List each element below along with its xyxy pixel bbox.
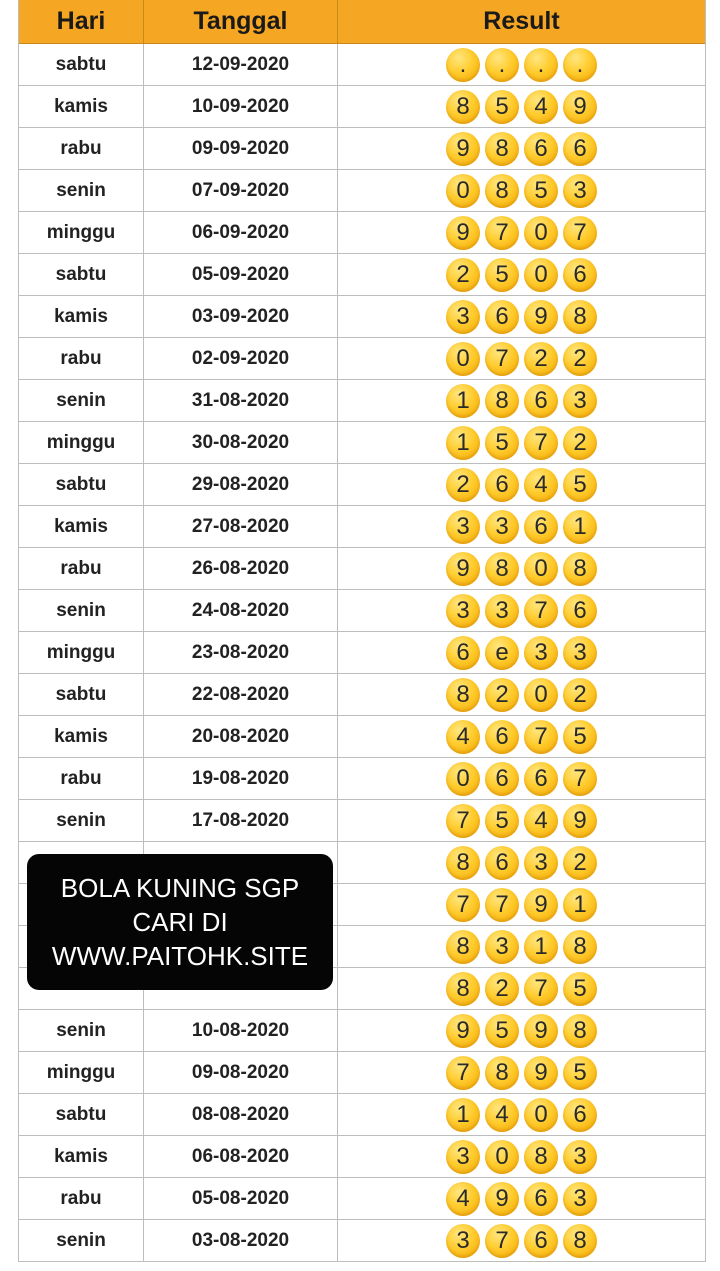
cell-hari: rabu — [19, 548, 144, 589]
result-ball: 7 — [524, 972, 558, 1006]
result-ball: 8 — [485, 132, 519, 166]
result-ball: 6 — [563, 1098, 597, 1132]
cell-tanggal: 23-08-2020 — [144, 632, 338, 673]
result-ball: 8 — [446, 846, 480, 880]
result-ball: 7 — [563, 216, 597, 250]
cell-tanggal: 05-08-2020 — [144, 1178, 338, 1219]
table-row — [19, 1052, 705, 1094]
cell-result — [338, 128, 705, 169]
table-row — [19, 632, 705, 674]
result-ball: 7 — [485, 888, 519, 922]
cell-result — [338, 716, 705, 757]
cell-tanggal: 12-09-2020 — [144, 44, 338, 85]
result-ball: 0 — [446, 762, 480, 796]
cell-tanggal: 05-09-2020 — [144, 254, 338, 295]
result-ball: 0 — [524, 1098, 558, 1132]
table-row — [19, 1094, 705, 1136]
cell-hari: kamis — [19, 716, 144, 757]
cell-result — [338, 674, 705, 715]
cell-result — [338, 86, 705, 127]
cell-result — [338, 1178, 705, 1219]
cell-tanggal: 17-08-2020 — [144, 800, 338, 841]
cell-result — [338, 296, 705, 337]
cell-result — [338, 506, 705, 547]
result-ball: 6 — [446, 636, 480, 670]
result-ball: 9 — [524, 300, 558, 334]
result-ball: . — [485, 48, 519, 82]
result-ball: 2 — [563, 426, 597, 460]
result-ball: 1 — [563, 888, 597, 922]
result-ball: 4 — [524, 90, 558, 124]
cell-tanggal: 03-08-2020 — [144, 1220, 338, 1261]
cell-result — [338, 800, 705, 841]
cell-hari: sabtu — [19, 464, 144, 505]
cell-tanggal: 06-08-2020 — [144, 1136, 338, 1177]
result-ball: 7 — [485, 1224, 519, 1258]
cell-hari: minggu — [19, 212, 144, 253]
result-ball: 6 — [524, 1182, 558, 1216]
cell-result — [338, 1094, 705, 1135]
result-ball: 5 — [524, 174, 558, 208]
cell-tanggal: 19-08-2020 — [144, 758, 338, 799]
cell-tanggal: 08-08-2020 — [144, 1094, 338, 1135]
result-ball: 3 — [485, 510, 519, 544]
result-ball: 3 — [446, 1140, 480, 1174]
cell-hari: rabu — [19, 128, 144, 169]
cell-tanggal: 30-08-2020 — [144, 422, 338, 463]
result-ball: 5 — [485, 426, 519, 460]
result-ball: 4 — [446, 720, 480, 754]
result-ball: 1 — [563, 510, 597, 544]
table-row — [19, 716, 705, 758]
result-ball: 0 — [485, 1140, 519, 1174]
cell-tanggal: 20-08-2020 — [144, 716, 338, 757]
result-ball: 3 — [524, 636, 558, 670]
table-row — [19, 296, 705, 338]
result-ball: 3 — [524, 846, 558, 880]
result-ball: 3 — [446, 1224, 480, 1258]
cell-hari: kamis — [19, 506, 144, 547]
cell-tanggal: 09-09-2020 — [144, 128, 338, 169]
result-ball: 0 — [446, 342, 480, 376]
table-row — [19, 1220, 705, 1262]
table-row — [19, 800, 705, 842]
cell-hari: rabu — [19, 758, 144, 799]
result-ball: 7 — [524, 426, 558, 460]
result-ball: 4 — [485, 1098, 519, 1132]
cell-hari: sabtu — [19, 674, 144, 715]
result-ball: 8 — [563, 1224, 597, 1258]
cell-hari: kamis — [19, 296, 144, 337]
result-ball: 2 — [563, 846, 597, 880]
cell-result — [338, 338, 705, 379]
cell-hari: sabtu — [19, 254, 144, 295]
result-ball: 6 — [485, 468, 519, 502]
cell-tanggal: 06-09-2020 — [144, 212, 338, 253]
result-ball: 2 — [485, 972, 519, 1006]
result-ball: 3 — [446, 300, 480, 334]
cell-result — [338, 968, 705, 1009]
table-row — [19, 464, 705, 506]
result-ball: 7 — [446, 804, 480, 838]
cell-hari: sabtu — [19, 1094, 144, 1135]
result-ball: 8 — [563, 930, 597, 964]
result-ball: 6 — [563, 594, 597, 628]
result-ball: 7 — [524, 594, 558, 628]
result-ball: 6 — [524, 384, 558, 418]
cell-hari: senin — [19, 1220, 144, 1261]
result-ball: 6 — [485, 846, 519, 880]
result-ball: 9 — [524, 1056, 558, 1090]
cell-result — [338, 44, 705, 85]
cell-result — [338, 842, 705, 883]
result-ball: 8 — [446, 972, 480, 1006]
result-ball: 1 — [446, 384, 480, 418]
table-body — [19, 44, 705, 1262]
table-row — [19, 212, 705, 254]
result-ball: 8 — [563, 1014, 597, 1048]
result-ball: 0 — [524, 258, 558, 292]
cell-result — [338, 632, 705, 673]
result-ball: 9 — [524, 888, 558, 922]
table-row — [19, 86, 705, 128]
header-tanggal: Tanggal — [144, 0, 338, 43]
result-ball: 5 — [485, 1014, 519, 1048]
cell-hari: kamis — [19, 86, 144, 127]
result-ball: 3 — [563, 1140, 597, 1174]
cell-hari: senin — [19, 380, 144, 421]
cell-hari: minggu — [19, 632, 144, 673]
cell-hari: sabtu — [19, 44, 144, 85]
result-ball: 6 — [485, 300, 519, 334]
cell-result — [338, 548, 705, 589]
cell-hari: kamis — [19, 1136, 144, 1177]
result-ball: 6 — [563, 132, 597, 166]
cell-tanggal: 10-08-2020 — [144, 1010, 338, 1051]
result-ball: 3 — [563, 174, 597, 208]
result-ball: 9 — [446, 552, 480, 586]
cell-result — [338, 590, 705, 631]
result-ball: 5 — [563, 1056, 597, 1090]
cell-tanggal: 27-08-2020 — [144, 506, 338, 547]
result-ball: 4 — [446, 1182, 480, 1216]
result-ball: 0 — [524, 552, 558, 586]
table-row — [19, 674, 705, 716]
cell-result — [338, 464, 705, 505]
table-row — [19, 128, 705, 170]
result-ball: 8 — [446, 678, 480, 712]
result-ball: 2 — [524, 342, 558, 376]
cell-result — [338, 212, 705, 253]
result-ball: 8 — [485, 174, 519, 208]
cell-hari: senin — [19, 800, 144, 841]
result-ball: 9 — [446, 132, 480, 166]
result-ball: 3 — [446, 594, 480, 628]
cell-hari: rabu — [19, 1178, 144, 1219]
result-ball: 9 — [563, 804, 597, 838]
result-ball: 4 — [524, 468, 558, 502]
cell-hari: rabu — [19, 338, 144, 379]
result-ball: . — [524, 48, 558, 82]
cell-result — [338, 884, 705, 925]
result-ball: 7 — [563, 762, 597, 796]
result-ball: 2 — [446, 468, 480, 502]
table-row — [19, 1178, 705, 1220]
result-ball: 3 — [446, 510, 480, 544]
result-ball: . — [563, 48, 597, 82]
table-row — [19, 506, 705, 548]
cell-tanggal: 09-08-2020 — [144, 1052, 338, 1093]
result-ball: 3 — [485, 594, 519, 628]
result-ball: 8 — [446, 90, 480, 124]
overlay-line-1: BOLA KUNING SGP — [60, 873, 300, 903]
result-ball: 5 — [563, 972, 597, 1006]
cell-hari: senin — [19, 1010, 144, 1051]
result-ball: 8 — [524, 1140, 558, 1174]
result-ball: 7 — [446, 1056, 480, 1090]
result-ball: 9 — [563, 90, 597, 124]
cell-result — [338, 422, 705, 463]
result-ball: 7 — [485, 342, 519, 376]
result-ball: 9 — [446, 1014, 480, 1048]
result-ball: 6 — [485, 762, 519, 796]
result-ball: 5 — [485, 258, 519, 292]
result-ball: 8 — [446, 930, 480, 964]
table-row — [19, 380, 705, 422]
result-ball: 6 — [485, 720, 519, 754]
result-ball: 2 — [563, 342, 597, 376]
result-ball: 3 — [485, 930, 519, 964]
result-ball: 7 — [485, 216, 519, 250]
result-table — [18, 0, 706, 1262]
result-ball: 6 — [524, 510, 558, 544]
result-ball: 1 — [446, 1098, 480, 1132]
result-ball: 4 — [524, 804, 558, 838]
cell-tanggal: 10-09-2020 — [144, 86, 338, 127]
result-ball: e — [485, 636, 519, 670]
cell-hari: minggu — [19, 422, 144, 463]
table-row — [19, 254, 705, 296]
result-ball: 8 — [485, 384, 519, 418]
result-ball: 7 — [524, 720, 558, 754]
cell-hari: senin — [19, 170, 144, 211]
table-row — [19, 590, 705, 632]
table-row — [19, 44, 705, 86]
cell-tanggal: 02-09-2020 — [144, 338, 338, 379]
table-row — [19, 422, 705, 464]
result-ball: 0 — [524, 678, 558, 712]
promo-overlay — [27, 854, 333, 990]
result-ball: 6 — [524, 762, 558, 796]
cell-result — [338, 926, 705, 967]
table-row — [19, 548, 705, 590]
result-ball: 5 — [485, 90, 519, 124]
result-ball: 9 — [524, 1014, 558, 1048]
result-ball: 2 — [563, 678, 597, 712]
cell-tanggal: 22-08-2020 — [144, 674, 338, 715]
result-ball: 3 — [563, 1182, 597, 1216]
result-ball: 6 — [563, 258, 597, 292]
cell-result — [338, 1052, 705, 1093]
cell-tanggal: 31-08-2020 — [144, 380, 338, 421]
overlay-line-3: WWW.PAITOHK.SITE — [51, 941, 309, 971]
header-hari: Hari — [19, 0, 144, 43]
result-ball: 2 — [446, 258, 480, 292]
table-row — [19, 338, 705, 380]
overlay-line-2: CARI DI — [132, 907, 228, 937]
cell-hari: minggu — [19, 1052, 144, 1093]
cell-tanggal: 03-09-2020 — [144, 296, 338, 337]
cell-tanggal: 24-08-2020 — [144, 590, 338, 631]
cell-result — [338, 1010, 705, 1051]
result-ball: 0 — [524, 216, 558, 250]
table-row — [19, 170, 705, 212]
result-ball: 8 — [563, 300, 597, 334]
result-ball: 1 — [524, 930, 558, 964]
result-ball: . — [446, 48, 480, 82]
cell-result — [338, 1136, 705, 1177]
table-row — [19, 1136, 705, 1178]
table-row — [19, 758, 705, 800]
cell-result — [338, 758, 705, 799]
table-header — [19, 0, 705, 44]
result-ball: 5 — [563, 720, 597, 754]
result-ball: 8 — [485, 552, 519, 586]
result-ball: 6 — [524, 1224, 558, 1258]
cell-result — [338, 170, 705, 211]
result-ball: 6 — [524, 132, 558, 166]
cell-tanggal: 29-08-2020 — [144, 464, 338, 505]
table-row — [19, 1010, 705, 1052]
result-ball: 0 — [446, 174, 480, 208]
result-ball: 8 — [563, 552, 597, 586]
cell-tanggal: 26-08-2020 — [144, 548, 338, 589]
cell-tanggal: 07-09-2020 — [144, 170, 338, 211]
result-ball: 5 — [485, 804, 519, 838]
header-result: Result — [483, 7, 560, 35]
cell-result — [338, 380, 705, 421]
cell-hari: senin — [19, 590, 144, 631]
result-ball: 8 — [485, 1056, 519, 1090]
result-ball: 7 — [446, 888, 480, 922]
result-ball: 5 — [563, 468, 597, 502]
result-ball: 2 — [485, 678, 519, 712]
result-ball: 3 — [563, 636, 597, 670]
result-ball: 3 — [563, 384, 597, 418]
result-ball: 1 — [446, 426, 480, 460]
cell-result — [338, 254, 705, 295]
result-ball: 9 — [446, 216, 480, 250]
cell-result — [338, 1220, 705, 1261]
result-ball: 9 — [485, 1182, 519, 1216]
